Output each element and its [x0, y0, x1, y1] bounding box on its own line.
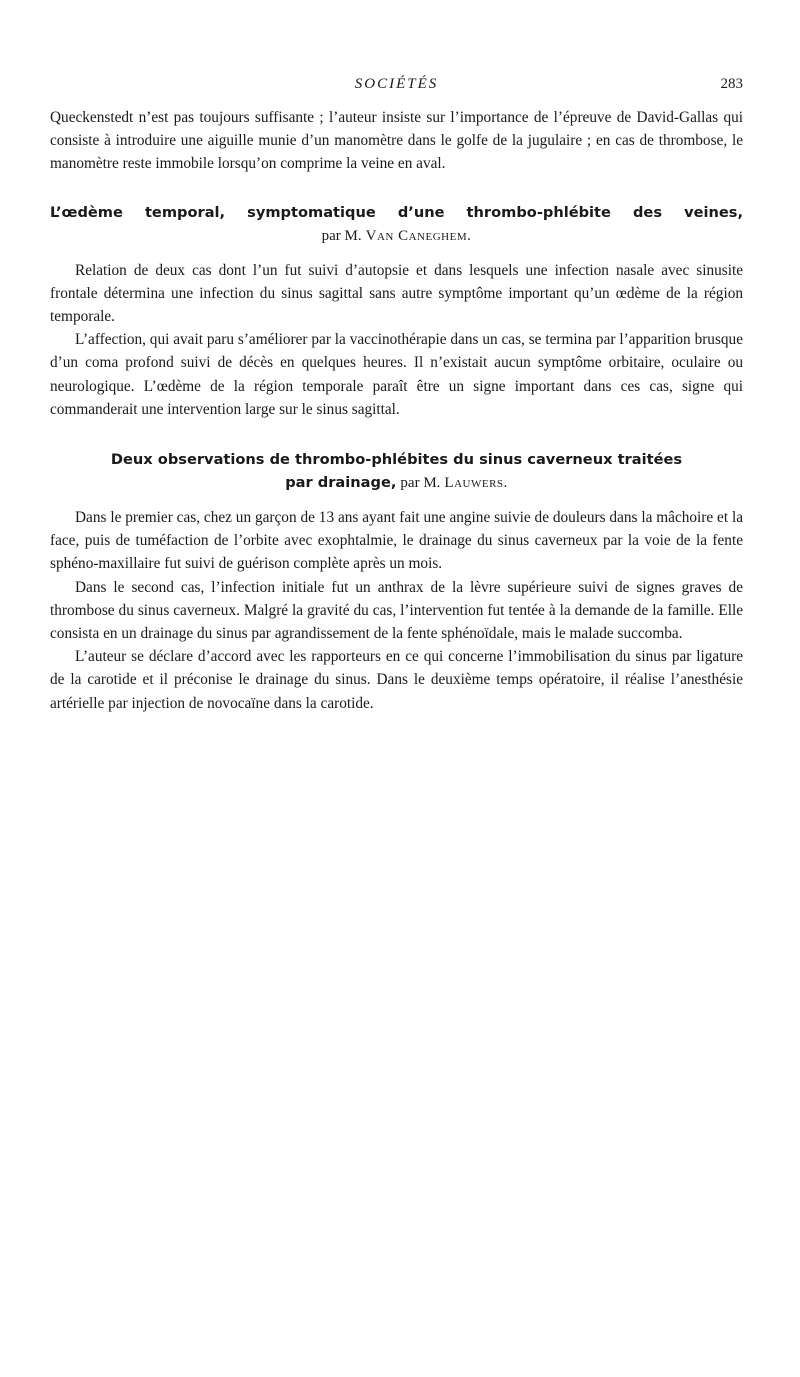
paragraph: L’auteur se déclare d’accord avec les rapporteurs en ce qui concerne l’immobilisation du sinus par ligature de la carotide et il préconise le drainage du sinus. Dans le deuxième temps opératoire, il réalise l’anesthésie artérielle par injection de novocaïne dans la carotide.	[50, 648, 743, 712]
paragraph-continuation: Queckenstedt n’est pas toujours suffisante ; l’auteur insiste sur l’importance de l’épreuve de David-Gallas qui consiste à introduire une aiguille munie d’un manomètre dans le golfe de la jugulaire ; en cas de thrombose, le manomètre reste immobile lorsqu’on comprime la veine en aval.	[50, 109, 743, 173]
author-name: Van Caneghem.	[365, 227, 472, 244]
section-title-line1: Deux observations de thrombo-phlébites du sinus caverneux traitées	[110, 451, 683, 469]
running-title: SOCIÉTÉS	[354, 76, 439, 92]
paragraph: Relation de deux cas dont l’un fut suivi d’autopsie et dans lesquels une infection nasale avec sinusite frontale détermina une infection du sinus sagittal sans autre symptôme important qu’un œdème de la région temporale.	[50, 261, 743, 326]
author-prefix: par M.	[321, 227, 362, 244]
section-title-line2: par drainage,	[285, 474, 397, 492]
section-title: L’œdème temporal, symptomatique d’une thrombo-phlébite des veines,	[50, 203, 743, 221]
author-prefix: par M.	[400, 475, 441, 492]
paragraph: Dans le premier cas, chez un garçon de 13 ans ayant fait une angine suivie de douleurs dans la mâchoire et la face, puis de tuméfaction de l’orbite avec exophtalmie, le drainage du sinus caverneux par la voie de la fente sphéno-maxillaire fut suivi de guérison complète après un mois.	[50, 509, 743, 573]
section-heading-oedeme-temporal	[50, 201, 743, 248]
running-head	[50, 76, 743, 98]
paragraph: L’affection, qui avait paru s’améliorer par la vaccinothérapie dans un cas, se termina par l’apparition brusque d’un coma profond suivi de décès en quelques heures. Il n’existait aucun symptôme orbitaire, oculaire ou neurologique. L’œdème de la région temporale paraît être un signe important dans ces cas, signe qui commanderait une intervention large sur le sinus sagittal.	[50, 331, 743, 418]
paragraph: Dans le second cas, l’infection initiale fut un anthrax de la lèvre supérieure suivi de signes graves de thrombose du sinus caverneux. Malgré la gravité du cas, l’intervention fut tentée à la demande de la famille. Elle consista en un drainage du sinus par agrandissement de la fente sphénoïdale, mais le malade succomba.	[50, 578, 743, 643]
page-number: 283	[720, 76, 743, 92]
section-heading-thrombo-phlebites	[50, 448, 743, 495]
author-name: Lauwers.	[444, 475, 508, 492]
article-body	[50, 106, 743, 715]
